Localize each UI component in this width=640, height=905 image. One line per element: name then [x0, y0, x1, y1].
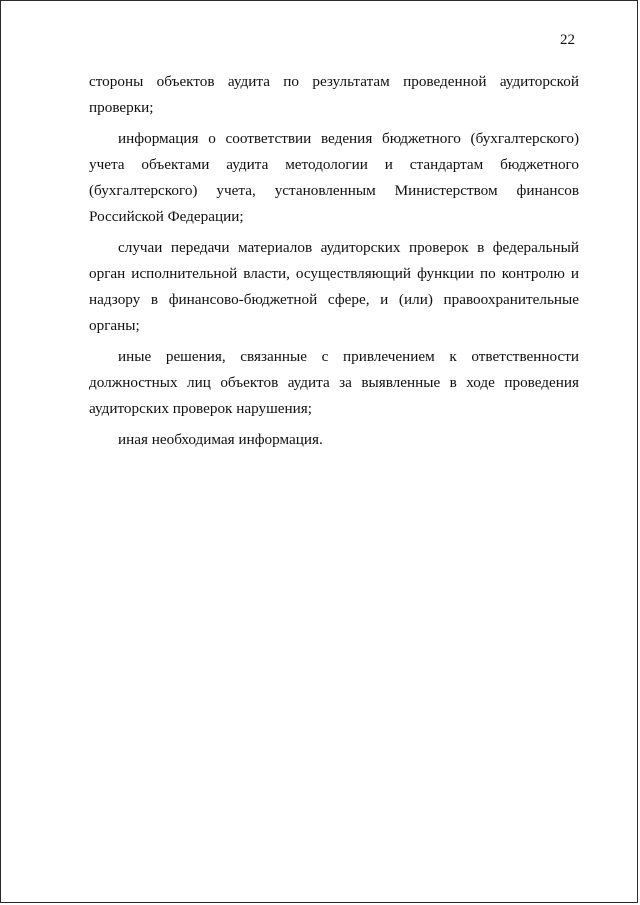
paragraph-other-information: иная необходимая информация.	[118, 431, 323, 448]
page-number: 22	[560, 32, 575, 48]
paragraph-materials-transfer: случаи передачи материалов аудиторских проверок в федеральный орган исполнительной власти, осуществляющий функции по контролю и надзору в финансово-бюджетной сфере, и (или) правоохранительные органы;	[89, 239, 579, 334]
document-body	[89, 69, 579, 458]
paragraph-continuation: стороны объектов аудита по результатам проведенной аудиторской проверки;	[89, 73, 579, 116]
paragraph-liability-decisions: иные решения, связанные с привлечением к ответственности должностных лиц объектов аудита за выявленные в ходе проведения аудиторских проверок нарушения;	[89, 348, 579, 417]
paragraph-accounting-compliance: информация о соответствии ведения бюджетного (бухгалтерского) учета объектами аудита методологии и стандартам бюджетного (бухгалтерского) учета, установленным Министерством финансов Российской Федерации;	[89, 130, 579, 225]
